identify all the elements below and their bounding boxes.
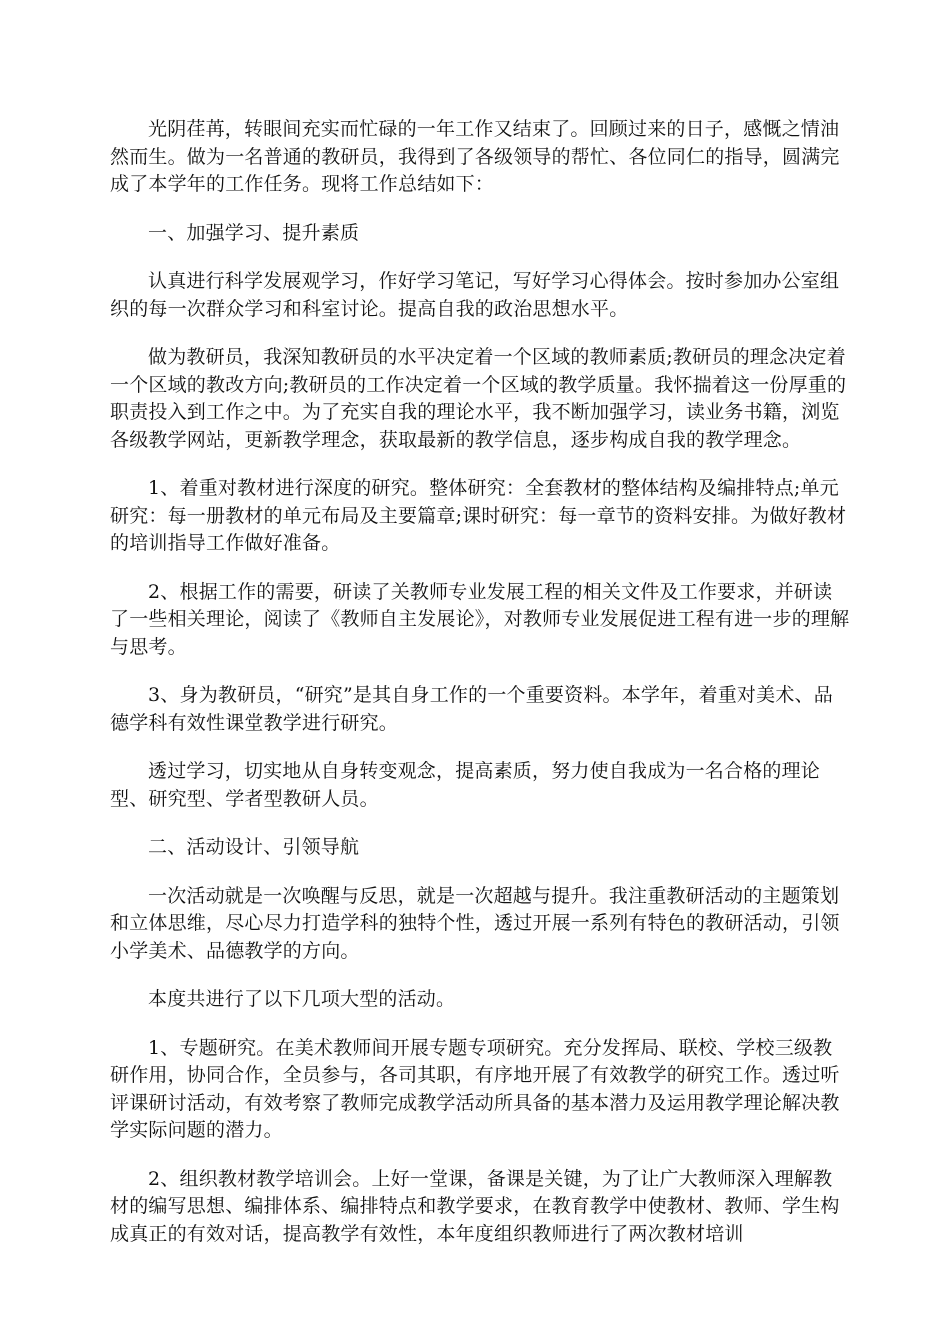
body-paragraph: 透过学习，切实地从自身转变观念，提高素质，努力使自我成为一名合格的理论型、研究型、学者型教研人员。 xyxy=(110,760,821,810)
list-paragraph: 2、根据工作的需要，研读了关教师专业发展工程的相关文件及工作要求，并研读了一些相关理论，阅读了《教师自主发展论》，对教师专业发展促进工程有进一步的理解与思考。 xyxy=(110,580,850,658)
list-paragraph: 1、专题研究。在美术教师间开展专题专项研究。充分发挥局、联校、学校三级教研作用，协同合作，全员参与，各司其职，有序地开展了有效教学的研究工作。透过听评课研讨活动，有效考察了教师完成教学活动所具备的基本潜力及运用教学理论解决教学实际问题的潜力。 xyxy=(110,1036,840,1141)
body-paragraph: 本度共进行了以下几项大型的活动。 xyxy=(148,988,456,1010)
body-paragraph: 认真进行科学发展观学习，作好学习笔记，写好学习心得体会。按时参加办公室组织的每一次群众学习和科室讨论。提高自我的政治思想水平。 xyxy=(110,270,840,320)
section-heading-study: 一、加强学习、提升素质 xyxy=(148,221,360,244)
intro-paragraph: 光阴荏苒，转眼间充实而忙碌的一年工作又结束了。回顾过来的日子，感慨之情油然而生。做为一名普通的教研员，我得到了各级领导的帮忙、各位同仁的指导，圆满完成了本学年的工作任务。现将工作总结如下： xyxy=(110,118,840,195)
list-paragraph: 2、组织教材教学培训会。上好一堂课，备课是关键，为了让广大教师深入理解教材的编写思想、编排体系、编排特点和教学要求，在教育教学中使教材、教师、学生构成真正的有效对话，提高教学有效性，本年度组织教师进行了两次教材培训 xyxy=(110,1167,840,1245)
body-paragraph: 做为教研员，我深知教研员的水平决定着一个区域的教师素质;教研员的理念决定着一个区域的教改方向;教研员的工作决定着一个区域的教学质量。我怀揣着这一份厚重的职责投入到工作之中。为了充实自我的理论水平，我不断加强学习，读业务书籍，浏览各级教学网站，更新教学理念，获取最新的教学信息，逐步构成自我的教学理念。 xyxy=(110,346,847,451)
section-heading-activities: 二、活动设计、引领导航 xyxy=(148,836,360,858)
list-paragraph: 3、身为教研员，“研究”是其自身工作的一个重要资料。本学年，着重对美术、品德学科有效性课堂教学进行研究。 xyxy=(110,684,833,734)
list-paragraph: 1、着重对教材进行深度的研究。整体研究：全套教材的整体结构及编排特点;单元研究：每一册教材的单元布局及主要篇章;课时研究：每一章节的资料安排。为做好教材的培训指导工作做好准备。 xyxy=(110,477,847,554)
body-paragraph: 一次活动就是一次唤醒与反思，就是一次超越与提升。我注重教研活动的主题策划和立体思维，尽心尽力打造学科的独特个性，透过开展一系列有特色的教研活动，引领小学美术、品德教学的方向。 xyxy=(110,884,840,962)
